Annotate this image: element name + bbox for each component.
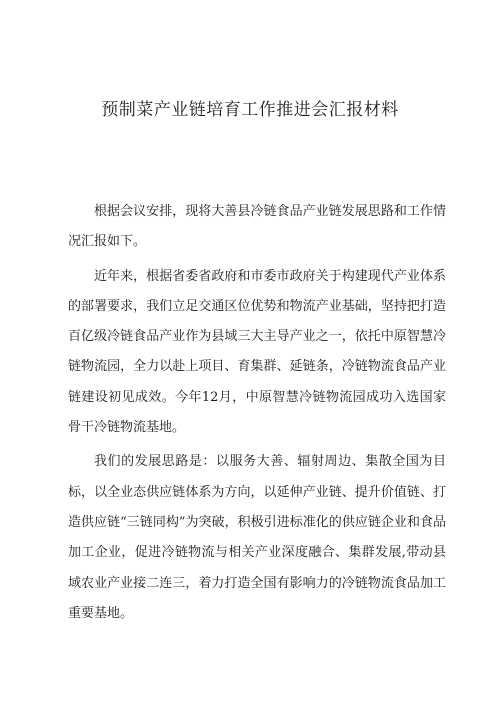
paragraph-background: 近年来，根据省委省政府和市委市政府关于构建现代产业体系的部署要求，我们立足交通区位优势和物流产业基础，坚持把打造百亿级冷链食品产业作为县域三大主导产业之一，依托中原智慧冷链物流园，全力以赴上项目、育集群、延链条，冷链物流食品产业链建设初见成效。今年12月，中原智慧冷链物流园成功入选国家骨干冷链物流基地。 [68,268,446,436]
document-body [68,197,446,633]
paragraph-development-approach: 我们的发展思路是：以服务大善、辐射周边、集散全国为目标，以全业态供应链体系为方向，以延伸产业链、提升价值链、打造供应链“三链同构”为突破，积极引进标准化的供应链企业和食品加工企业，促进冷链物流与相关产业深度融合、集群发展,带动县域农业产业接二连三，着力打造全国有影响力的冷链物流食品加工重要基地。 [68,454,446,621]
paragraph-intro: 根据会议安排，现将大善县冷链食品产业链发展思路和工作情况汇报如下。 [68,204,446,250]
document-title: 预制菜产业链培育工作推进会汇报材料 [101,100,399,120]
